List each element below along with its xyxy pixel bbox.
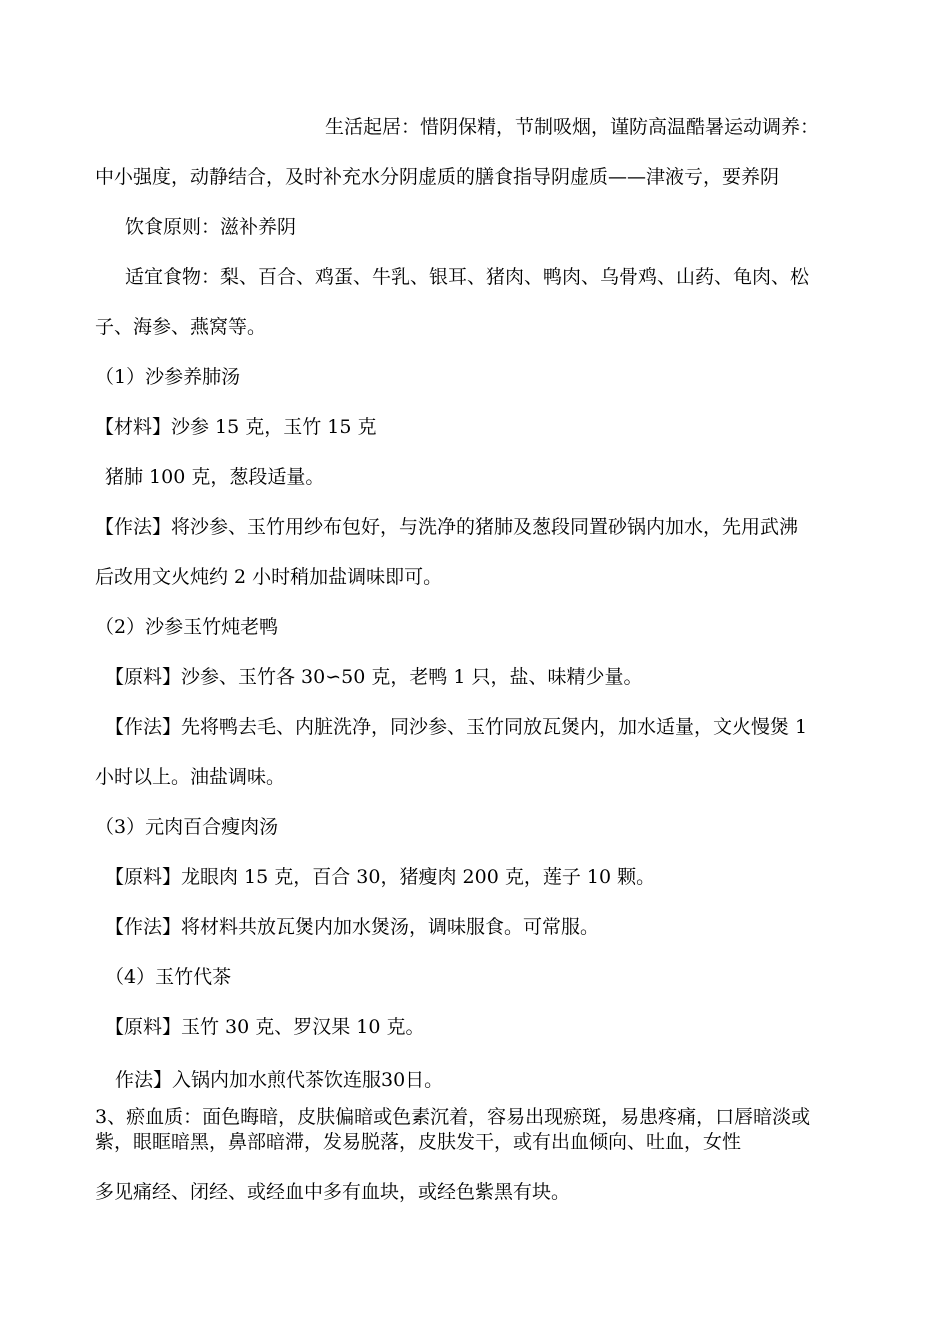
- text-line-exercise: 中小强度，动静结合，及时补充水分阴虚质的膳食指导阴虚质——津液亏，要养阴: [95, 166, 780, 188]
- recipe-3-ingredients: 【原料】龙眼肉 15 克，百合 30，猪瘦肉 200 克，莲子 10 颗。: [105, 866, 656, 888]
- recipe-3-method: 【作法】将材料共放瓦煲内加水煲汤，调味服食。可常服。: [105, 916, 600, 938]
- recipe-2-method-cont: 小时以上。油盐调味。: [95, 766, 286, 788]
- recipe-title-1: （1）沙参养肺汤: [95, 366, 241, 388]
- recipe-2-ingredients: 【原料】沙参、玉竹各 30∽50 克，老鸭 1 只，盐、味精少量。: [105, 666, 643, 688]
- recipe-1-materials-cont: 猪肺 100 克，葱段适量。: [105, 466, 325, 488]
- text-line-suitable-foods-cont: 子、海参、燕窝等。: [95, 316, 267, 338]
- text-line-diet-principle: 饮食原则：滋补养阴: [125, 216, 297, 238]
- text-line-blood-stasis-end: 多见痛经、闭经、或经血中多有血块，或经色紫黑有块。: [95, 1181, 571, 1203]
- text-line-blood-stasis-cont: 紫，眼眶暗黑，鼻部暗滞，发易脱落，皮肤发干，或有出血倾向、吐血，女性: [95, 1131, 742, 1153]
- recipe-title-3: （3）元肉百合瘦肉汤: [95, 816, 279, 838]
- recipe-1-materials: 【材料】沙参 15 克，玉竹 15 克: [95, 416, 377, 438]
- recipe-title-2: （2）沙参玉竹炖老鸭: [95, 616, 279, 638]
- recipe-4-ingredients: 【原料】玉竹 30 克、罗汉果 10 克。: [105, 1016, 425, 1038]
- recipe-title-4: （4）玉竹代茶: [105, 966, 232, 988]
- recipe-2-method: 【作法】先将鸭去毛、内脏洗净，同沙参、玉竹同放瓦煲内，加水适量，文火慢煲 1: [105, 716, 808, 738]
- text-line-lifestyle: 生活起居：惜阴保精，节制吸烟，谨防高温酷暑运动调养：: [325, 116, 820, 138]
- text-line-suitable-foods: 适宜食物：梨、百合、鸡蛋、牛乳、银耳、猪肉、鸭肉、乌骨鸡、山药、龟肉、松: [125, 266, 810, 288]
- text-line-blood-stasis: 3、瘀血质：面色晦暗，皮肤偏暗或色素沉着，容易出现瘀斑，易患疼痛，口唇暗淡或: [95, 1106, 811, 1128]
- recipe-1-method: 【作法】将沙参、玉竹用纱布包好，与洗净的猪肺及葱段同置砂锅内加水，先用武沸: [95, 516, 799, 538]
- recipe-4-method: 作法】入锅内加水煎代茶饮连服30日。: [115, 1069, 444, 1091]
- recipe-1-method-cont: 后改用文火炖约 2 小时稍加盐调味即可。: [95, 566, 443, 588]
